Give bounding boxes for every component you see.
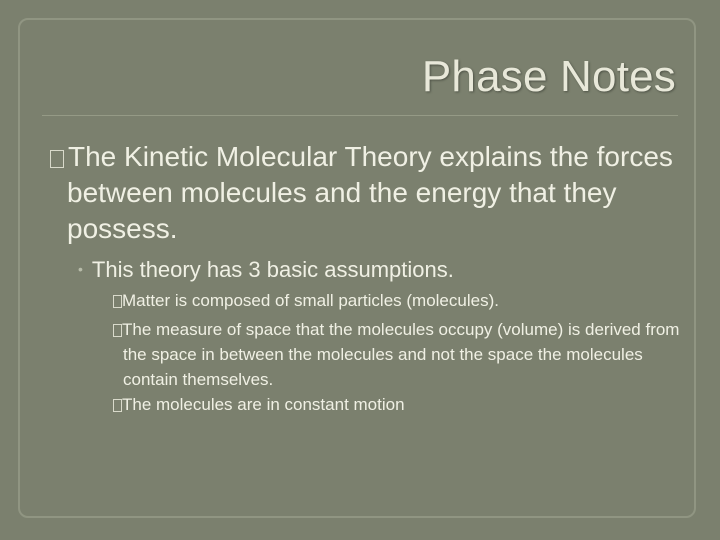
- main-bullet-text: The Kinetic Molecular Theory explains the forces between molecules and the energy that they possess.: [67, 141, 673, 244]
- missing-glyph-box-icon: [50, 150, 64, 168]
- sub-bullet: [78, 255, 454, 284]
- assumption-item: [113, 317, 683, 392]
- slide-title: Phase Notes: [421, 52, 676, 101]
- assumption-item: [113, 392, 683, 417]
- main-bullet: [50, 139, 697, 247]
- sub-bullet-text: This theory has 3 basic assumptions.: [91, 257, 454, 282]
- assumption-text: Matter is composed of small particles (molecules).: [122, 291, 499, 310]
- dot-icon: •: [78, 261, 83, 277]
- title-divider: [42, 115, 678, 116]
- assumption-text: The measure of space that the molecules occupy (volume) is derived from the space in between the molecules and not the space the molecules contain themselves.: [122, 320, 680, 389]
- missing-glyph-box-icon: [113, 324, 122, 337]
- assumption-item: [113, 288, 683, 313]
- missing-glyph-box-icon: [113, 399, 122, 412]
- missing-glyph-box-icon: [113, 295, 122, 308]
- assumption-text: The molecules are in constant motion: [122, 395, 405, 414]
